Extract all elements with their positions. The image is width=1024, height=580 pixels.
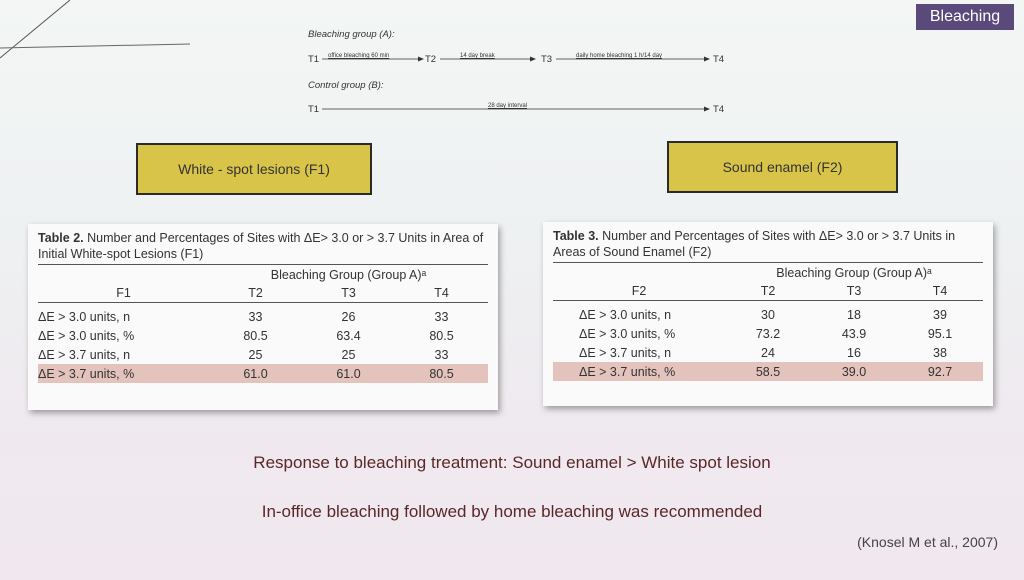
row-label: ΔE > 3.0 units, % — [579, 326, 676, 341]
cell: 33 — [434, 347, 449, 362]
column-header: T2 — [725, 282, 811, 301]
table-3-title — [553, 228, 983, 260]
data-table — [553, 263, 983, 381]
column-header: T3 — [302, 284, 395, 303]
cell: 63.4 — [336, 328, 361, 343]
group-header: Bleaching Group (Group A)ᵃ — [270, 267, 427, 282]
interval-label: 28 day interval — [488, 103, 528, 109]
cell: 61.0 — [302, 364, 395, 383]
table-label: Table 2. — [38, 231, 84, 245]
cell: 95.1 — [927, 326, 953, 341]
conclusion-note: Response to bleaching treatment: Sound enamel > White spot lesion — [253, 453, 771, 472]
group-b-label: Control group (B): — [308, 80, 384, 91]
table-row — [38, 345, 488, 364]
decorative-corner-lines — [0, 0, 200, 80]
table-row — [38, 326, 488, 345]
cell: 80.5 — [395, 364, 488, 383]
table-2-title — [38, 230, 488, 262]
cell: 80.5 — [429, 328, 454, 343]
column-header: T3 — [811, 282, 897, 301]
recommendation-note: In-office bleaching followed by home bleaching was recommended — [261, 502, 763, 521]
cell: 61.0 — [209, 364, 302, 383]
cell: 18 — [847, 307, 861, 322]
cell: 33 — [434, 309, 449, 324]
cell: 25 — [248, 347, 263, 362]
group-a-label: Bleaching group (A): — [308, 29, 395, 40]
interval-label: daily home bleaching 1 h/14 day — [576, 53, 663, 59]
table-row — [553, 301, 983, 325]
timepoint-label: T2 — [425, 54, 437, 65]
table-row-highlighted — [553, 362, 983, 381]
row-label: ΔE > 3.0 units, n — [38, 309, 131, 324]
timepoint-label: T4 — [713, 104, 725, 115]
cell: 25 — [341, 347, 356, 362]
cell: 30 — [761, 307, 775, 322]
column-header: T2 — [209, 284, 302, 303]
cell: 73.2 — [755, 326, 781, 341]
column-header: F2 — [553, 282, 725, 301]
cell: 80.5 — [243, 328, 268, 343]
table-3-card — [543, 222, 993, 406]
cell: 43.9 — [841, 326, 867, 341]
column-header: T4 — [395, 284, 488, 303]
row-label: ΔE > 3.0 units, n — [579, 307, 672, 322]
cell: 38 — [933, 345, 947, 360]
timepoint-label: T3 — [541, 54, 553, 65]
row-label: ΔE > 3.0 units, % — [38, 328, 135, 343]
table-2-card — [28, 224, 498, 410]
table-row — [38, 303, 488, 327]
interval-label: 14 day break — [460, 53, 495, 59]
sound-enamel-box: Sound enamel (F2) — [667, 141, 898, 193]
data-table — [38, 265, 488, 383]
row-label: ΔE > 3.7 units, % — [553, 362, 725, 381]
cell: 58.5 — [725, 362, 811, 381]
table-row-highlighted — [38, 364, 488, 383]
section-badge: Bleaching — [916, 4, 1014, 30]
table-caption: Number and Percentages of Sites with ΔE> 3.0 or > 3.7 Units in Areas of Sound Enamel (F2) — [553, 229, 956, 259]
interval-label: office bleaching 60 min — [328, 53, 390, 59]
group-header: Bleaching Group (Group A)ᵃ — [776, 265, 932, 280]
cell: 39.0 — [811, 362, 897, 381]
row-label: ΔE > 3.7 units, % — [38, 364, 209, 383]
cell: 24 — [761, 345, 775, 360]
table-label: Table 3. — [553, 229, 599, 243]
column-header: T4 — [897, 282, 983, 301]
citation: (Knosel M et al., 2007) — [857, 534, 998, 550]
cell: 26 — [341, 309, 356, 324]
study-design-diagram — [300, 22, 740, 122]
cell: 39 — [933, 307, 947, 322]
white-spot-lesions-box: White - spot lesions (F1) — [136, 143, 372, 195]
row-label: ΔE > 3.7 units, n — [38, 347, 131, 362]
timepoint-label: T4 — [713, 54, 725, 65]
row-label: ΔE > 3.7 units, n — [579, 345, 672, 360]
cell: 92.7 — [897, 362, 983, 381]
table-row — [553, 324, 983, 343]
cell: 16 — [847, 345, 861, 360]
table-row — [553, 343, 983, 362]
timepoint-label: T1 — [308, 54, 320, 65]
column-header: F1 — [38, 284, 209, 303]
cell: 33 — [248, 309, 263, 324]
table-caption: Number and Percentages of Sites with ΔE> 3.0 or > 3.7 Units in Area of Initial White-spot Lesions (F1) — [38, 231, 484, 261]
timepoint-label: T1 — [308, 104, 320, 115]
